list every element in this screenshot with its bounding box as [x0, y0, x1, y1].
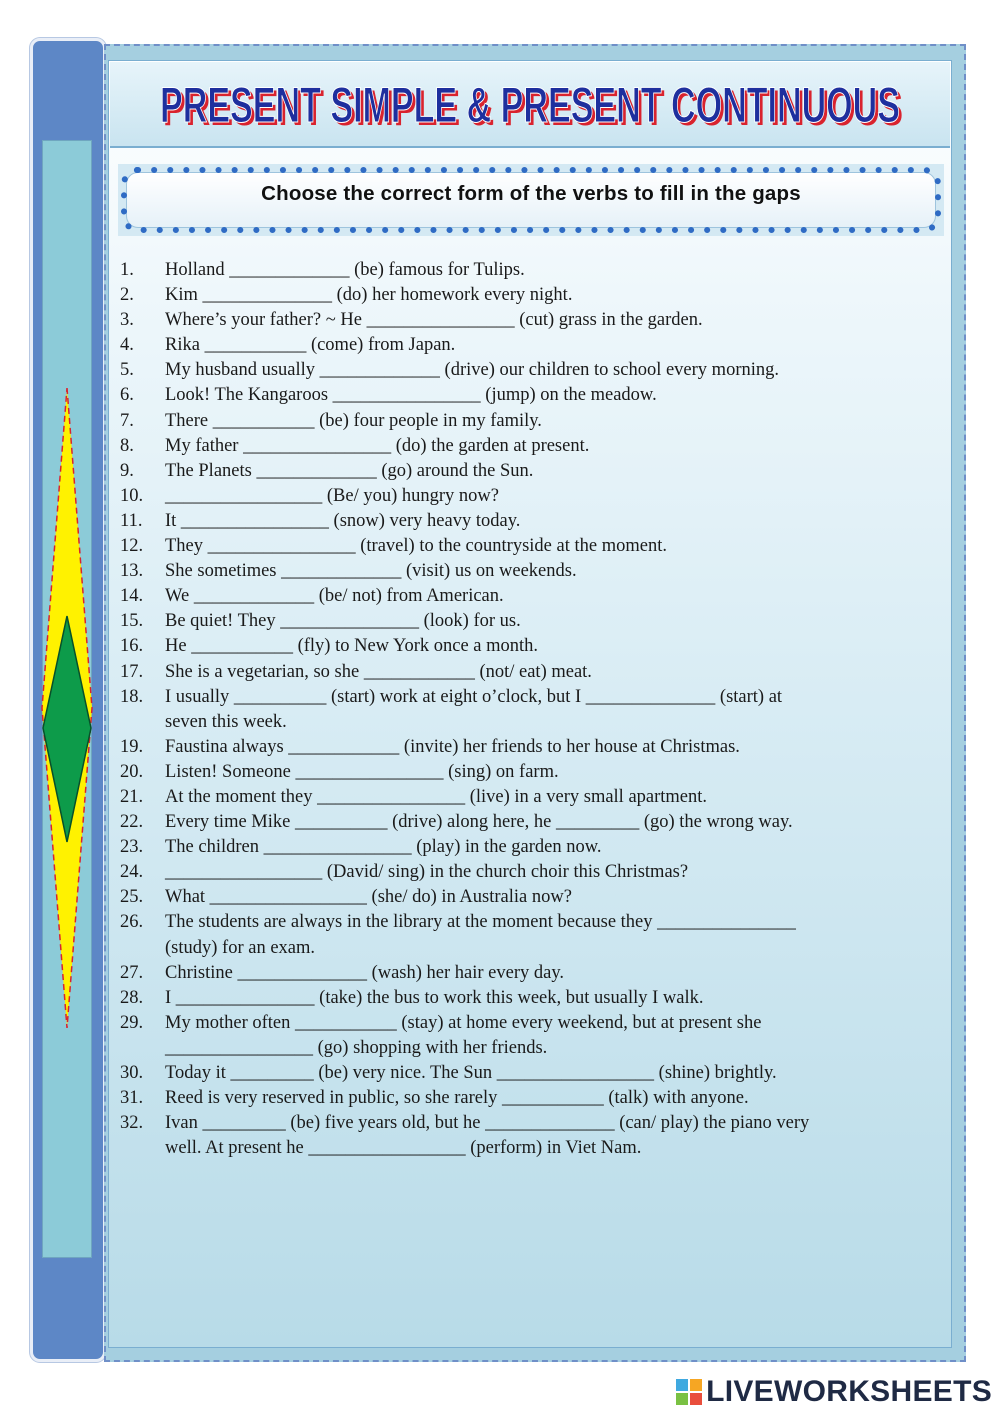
- question-number: 14.: [120, 586, 144, 607]
- question-item: [120, 258, 940, 283]
- question-item: [120, 283, 940, 308]
- question-text: Every time Mike __________ (drive) along here, he _________ (go) the wrong way.: [165, 812, 793, 833]
- question-list: [120, 258, 940, 1161]
- question-item: [120, 1086, 940, 1111]
- question-text: Christine ______________ (wash) her hair every day.: [165, 962, 565, 983]
- question-number: 12.: [120, 536, 144, 557]
- question-number: 23.: [120, 837, 144, 858]
- question-number: 24.: [120, 862, 144, 883]
- question-text: There ___________ (be) four people in my family.: [165, 410, 542, 431]
- question-item: [120, 333, 940, 358]
- question-number: 21.: [120, 786, 144, 807]
- question-item: [120, 735, 940, 760]
- question-number: 22.: [120, 812, 144, 833]
- question-item: [120, 559, 940, 584]
- question-item: [120, 358, 940, 383]
- question-text: Be quiet! They _______________ (look) for us.: [165, 611, 521, 632]
- title-text: PRESENT SIMPLE & PRESENT CONTINUOUS: [160, 77, 900, 133]
- question-item: [120, 885, 940, 910]
- question-text: Kim ______________ (do) her homework every night.: [165, 285, 573, 306]
- question-text: Ivan _________ (be) five years old, but he ______________ (can/ play) the piano very well. At present he _________________ (perform) in Viet Nam.: [165, 1113, 810, 1159]
- question-number: 11.: [120, 510, 143, 531]
- question-number: 28.: [120, 987, 144, 1008]
- question-item: [120, 860, 940, 885]
- question-number: 25.: [120, 887, 144, 908]
- question-text: What _________________ (she/ do) in Australia now?: [165, 887, 572, 908]
- question-item: [120, 910, 940, 960]
- question-number: 18.: [120, 686, 144, 707]
- question-text: My father ________________ (do) the garden at present.: [165, 435, 590, 456]
- liveworksheets-brand: [676, 1374, 992, 1410]
- question-text: She is a vegetarian, so she ____________ (not/ eat) meat.: [165, 661, 592, 682]
- question-number: 2.: [120, 285, 134, 306]
- question-number: 20.: [120, 761, 144, 782]
- question-text: Faustina always ____________ (invite) her friends to her house at Christmas.: [165, 736, 740, 757]
- question-text: My husband usually _____________ (drive) our children to school every morning.: [165, 360, 779, 381]
- question-number: 6.: [120, 385, 134, 406]
- question-text: Holland _____________ (be) famous for Tulips.: [165, 260, 525, 280]
- question-item: [120, 484, 940, 509]
- question-item: [120, 459, 940, 484]
- question-item: [120, 961, 940, 986]
- question-number: 5.: [120, 360, 134, 381]
- question-item: [120, 660, 940, 685]
- question-number: 10.: [120, 485, 144, 506]
- question-number: 15.: [120, 611, 144, 632]
- question-number: 29.: [120, 1012, 144, 1033]
- question-number: 19.: [120, 736, 144, 757]
- question-number: 26.: [120, 912, 144, 933]
- liveworksheets-logo-icon: [676, 1379, 702, 1405]
- question-item: [120, 383, 940, 408]
- question-text: My mother often ___________ (stay) at home every weekend, but at present she ________________ (go) shopping with her friends.: [165, 1012, 762, 1058]
- question-item: [120, 409, 940, 434]
- question-text: The students are always in the library at the moment because they _______________ (study) for an exam.: [165, 912, 796, 958]
- question-text: _________________ (Be/ you) hungry now?: [165, 485, 499, 506]
- instruction-text: Choose the correct form of the verbs to fill in the gaps: [261, 182, 801, 205]
- question-item: [120, 760, 940, 785]
- question-text: The Planets _____________ (go) around the Sun.: [165, 460, 534, 481]
- question-text: Reed is very reserved in public, so she rarely ___________ (talk) with anyone.: [165, 1088, 749, 1109]
- question-item: [120, 835, 940, 860]
- question-number: 13.: [120, 561, 144, 582]
- question-text: Where’s your father? ~ He ________________ (cut) grass in the garden.: [165, 310, 703, 331]
- question-text: Today it _________ (be) very nice. The Sun _________________ (shine) brightly.: [165, 1063, 777, 1083]
- question-number: 1.: [120, 260, 134, 280]
- question-text: The children ________________ (play) in the garden now.: [165, 837, 602, 858]
- question-text: _________________ (David/ sing) in the church choir this Christmas?: [165, 862, 689, 883]
- question-text: At the moment they ________________ (live) in a very small apartment.: [165, 786, 708, 807]
- brand-name: LIVEWORKSHEETS: [706, 1375, 992, 1408]
- question-number: 9.: [120, 460, 134, 481]
- question-text: They ________________ (travel) to the countryside at the moment.: [165, 536, 667, 557]
- question-text: Look! The Kangaroos ________________ (jump) on the meadow.: [165, 385, 657, 406]
- question-number: 16.: [120, 636, 144, 657]
- question-text: He ___________ (fly) to New York once a month.: [165, 636, 539, 657]
- question-text: I usually __________ (start) work at eight o’clock, but I ______________ (start) at seven this week.: [165, 686, 783, 732]
- question-item: [120, 685, 940, 735]
- question-item: [120, 534, 940, 559]
- question-text: Listen! Someone ________________ (sing) on farm.: [165, 761, 559, 782]
- question-item: [120, 810, 940, 835]
- question-item: [120, 986, 940, 1011]
- question-item: [120, 609, 940, 634]
- question-number: 7.: [120, 410, 134, 431]
- page-title: [150, 70, 910, 140]
- question-item: [120, 785, 940, 810]
- question-text: We _____________ (be/ not) from American.: [165, 586, 504, 607]
- question-text: I _______________ (take) the bus to work this week, but usually I walk.: [165, 987, 704, 1008]
- question-text: It ________________ (snow) very heavy today.: [165, 510, 521, 531]
- question-number: 4.: [120, 335, 134, 356]
- question-item: [120, 509, 940, 534]
- question-item: [120, 308, 940, 333]
- question-item: [120, 1061, 940, 1086]
- question-number: 27.: [120, 962, 144, 983]
- diamond-ornament: [38, 388, 96, 1028]
- question-item: [120, 434, 940, 459]
- question-number: 30.: [120, 1063, 144, 1083]
- question-number: 8.: [120, 435, 134, 456]
- question-item: [120, 634, 940, 659]
- question-number: 32.: [120, 1113, 144, 1134]
- question-item: [120, 584, 940, 609]
- question-text: She sometimes _____________ (visit) us on weekends.: [165, 561, 577, 582]
- question-text: Rika ___________ (come) from Japan.: [165, 335, 456, 356]
- question-item: [120, 1011, 940, 1061]
- question-number: 17.: [120, 661, 144, 682]
- question-item: [120, 1111, 940, 1161]
- question-number: 3.: [120, 310, 134, 331]
- question-number: 31.: [120, 1088, 144, 1109]
- title-shadow-text: PRESENT SIMPLE & PRESENT CONTINUOUS: [163, 80, 903, 136]
